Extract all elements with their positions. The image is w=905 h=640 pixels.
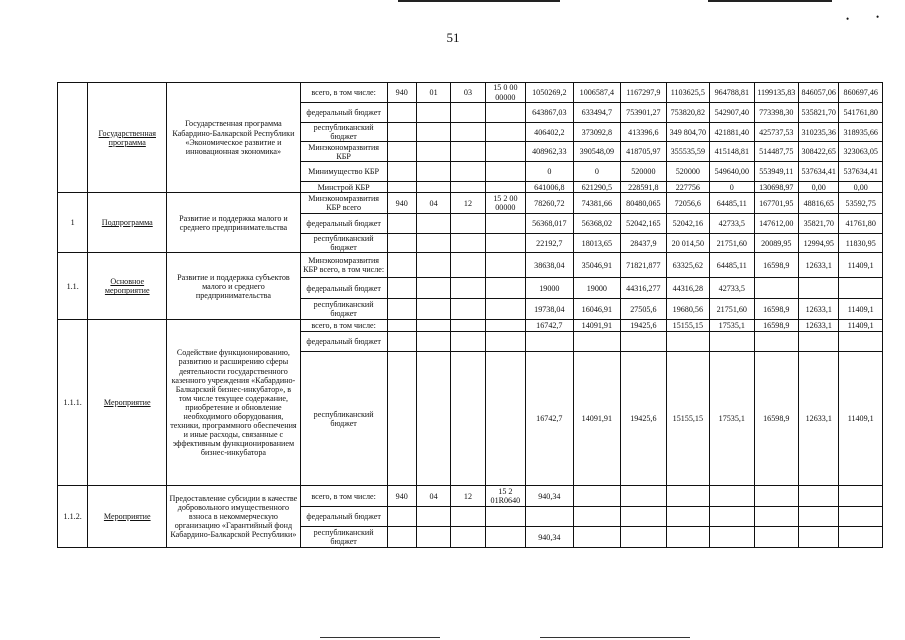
amount-cell: 11830,95 — [839, 234, 883, 253]
pr-code — [451, 527, 485, 548]
funding-source: всего, в том числе: — [300, 83, 387, 103]
amount-cell: 14091,91 — [573, 352, 621, 486]
pr-code — [451, 162, 485, 182]
amount-cell: 28437,9 — [621, 234, 666, 253]
amount-cell: 16598,9 — [754, 253, 798, 278]
amount-cell: 12994,95 — [799, 234, 839, 253]
table-row — [58, 320, 883, 332]
rz-code — [416, 214, 450, 234]
amount-cell — [573, 527, 621, 548]
pr-code: 03 — [451, 83, 485, 103]
amount-cell: 12633,1 — [799, 253, 839, 278]
csr-code: 15 2 01R0640 — [485, 486, 525, 507]
row-category: Подпрограмма — [88, 193, 167, 253]
row-title: Государственная программа Кабардино-Балкарской Республики «Экономическое развитие и инновационная экономика» — [167, 83, 300, 193]
pr-code — [451, 278, 485, 299]
rz-code — [416, 234, 450, 253]
amount-cell: 80480,065 — [621, 193, 666, 214]
amount-cell: 408962,33 — [526, 142, 574, 162]
csr-code — [485, 278, 525, 299]
csr-code — [485, 103, 525, 123]
table-row — [58, 253, 883, 278]
rz-code — [416, 320, 450, 332]
grbs-code — [387, 332, 416, 352]
amount-cell — [666, 507, 709, 527]
amount-cell: 0 — [710, 182, 754, 193]
amount-cell: 72056,6 — [666, 193, 709, 214]
row-code: 1 — [58, 193, 88, 253]
rz-code — [416, 123, 450, 142]
amount-cell: 19000 — [526, 278, 574, 299]
pr-code — [451, 352, 485, 486]
amount-cell — [526, 332, 574, 352]
csr-code — [485, 142, 525, 162]
amount-cell: 318935,66 — [839, 123, 883, 142]
funding-source: республиканский бюджет — [300, 527, 387, 548]
amount-cell: 846057,06 — [799, 83, 839, 103]
amount-cell: 421881,40 — [710, 123, 754, 142]
funding-source: федеральный бюджет — [300, 278, 387, 299]
amount-cell: 520000 — [621, 162, 666, 182]
amount-cell — [754, 332, 798, 352]
csr-code — [485, 253, 525, 278]
pr-code — [451, 234, 485, 253]
row-title: Развитие и поддержка малого и среднего предпринимательства — [167, 193, 300, 253]
grbs-code — [387, 123, 416, 142]
amount-cell: 11409,1 — [839, 253, 883, 278]
amount-cell: 12633,1 — [799, 320, 839, 332]
pr-code — [451, 182, 485, 193]
amount-cell: 0 — [526, 162, 574, 182]
amount-cell: 78260,72 — [526, 193, 574, 214]
amount-cell — [754, 527, 798, 548]
amount-cell — [573, 486, 621, 507]
pr-code — [451, 214, 485, 234]
amount-cell: 418705,97 — [621, 142, 666, 162]
amount-cell — [621, 527, 666, 548]
amount-cell: 16742,7 — [526, 320, 574, 332]
amount-cell: 310235,36 — [799, 123, 839, 142]
scan-speck: • — [846, 14, 850, 24]
csr-code — [485, 123, 525, 142]
amount-cell — [621, 486, 666, 507]
amount-cell — [799, 486, 839, 507]
amount-cell: 0,00 — [799, 182, 839, 193]
amount-cell: 42733,5 — [710, 214, 754, 234]
amount-cell: 19425,6 — [621, 320, 666, 332]
amount-cell: 406402,2 — [526, 123, 574, 142]
amount-cell: 44316,277 — [621, 278, 666, 299]
grbs-code — [387, 253, 416, 278]
amount-cell — [839, 278, 883, 299]
grbs-code — [387, 182, 416, 193]
amount-cell: 227756 — [666, 182, 709, 193]
rz-code — [416, 162, 450, 182]
amount-cell: 35046,91 — [573, 253, 621, 278]
row-category: Государственная программа — [88, 83, 167, 193]
csr-code — [485, 214, 525, 234]
amount-cell: 11409,1 — [839, 320, 883, 332]
amount-cell — [799, 527, 839, 548]
amount-cell: 71821,877 — [621, 253, 666, 278]
pr-code — [451, 320, 485, 332]
row-code: 1.1. — [58, 253, 88, 320]
amount-cell: 17535,1 — [710, 352, 754, 486]
amount-cell — [839, 486, 883, 507]
amount-cell: 390548,09 — [573, 142, 621, 162]
amount-cell: 19000 — [573, 278, 621, 299]
amount-cell — [799, 332, 839, 352]
amount-cell — [839, 527, 883, 548]
amount-cell: 27505,6 — [621, 299, 666, 320]
amount-cell — [710, 527, 754, 548]
amount-cell: 52042,16 — [666, 214, 709, 234]
rz-code — [416, 507, 450, 527]
grbs-code — [387, 162, 416, 182]
amount-cell: 44316,28 — [666, 278, 709, 299]
amount-cell: 0 — [573, 162, 621, 182]
grbs-code — [387, 142, 416, 162]
table-row — [58, 83, 883, 103]
grbs-code: 940 — [387, 83, 416, 103]
amount-cell — [710, 507, 754, 527]
amount-cell: 415148,81 — [710, 142, 754, 162]
amount-cell: 38638,04 — [526, 253, 574, 278]
amount-cell: 11409,1 — [839, 352, 883, 486]
budget-table — [57, 82, 883, 548]
csr-code — [485, 320, 525, 332]
amount-cell: 541761,80 — [839, 103, 883, 123]
funding-source: Минимущество КБР — [300, 162, 387, 182]
amount-cell — [839, 507, 883, 527]
amount-cell — [754, 507, 798, 527]
row-title: Развитие и поддержка субъектов малого и среднего предпринимательства — [167, 253, 300, 320]
csr-code — [485, 352, 525, 486]
amount-cell — [666, 486, 709, 507]
rz-code — [416, 142, 450, 162]
row-code — [58, 83, 88, 193]
grbs-code — [387, 234, 416, 253]
rz-code — [416, 352, 450, 486]
header-rule-left — [398, 0, 560, 2]
amount-cell: 15155,15 — [666, 320, 709, 332]
csr-code — [485, 234, 525, 253]
amount-cell: 753901,27 — [621, 103, 666, 123]
scan-speck: • — [876, 12, 880, 22]
pr-code — [451, 123, 485, 142]
pr-code — [451, 142, 485, 162]
amount-cell — [526, 507, 574, 527]
amount-cell: 621290,5 — [573, 182, 621, 193]
amount-cell: 16742,7 — [526, 352, 574, 486]
amount-cell: 940,34 — [526, 527, 574, 548]
amount-cell: 16598,9 — [754, 352, 798, 486]
amount-cell: 12633,1 — [799, 299, 839, 320]
amount-cell: 940,34 — [526, 486, 574, 507]
grbs-code: 940 — [387, 193, 416, 214]
funding-source: республиканский бюджет — [300, 299, 387, 320]
amount-cell: 56368,017 — [526, 214, 574, 234]
amount-cell: 349 804,70 — [666, 123, 709, 142]
csr-code — [485, 182, 525, 193]
funding-source: Минэкономразвития КБР всего — [300, 193, 387, 214]
row-title: Предоставление субсидии в качестве добровольного имущественного взноса в некоммерческую организацию «Гарантийный фонд Кабардино-Балкарской Республики» — [167, 486, 300, 548]
csr-code: 15 0 00 00000 — [485, 83, 525, 103]
pr-code — [451, 103, 485, 123]
grbs-code — [387, 320, 416, 332]
amount-cell: 17535,1 — [710, 320, 754, 332]
amount-cell: 643867,03 — [526, 103, 574, 123]
pr-code: 12 — [451, 486, 485, 507]
amount-cell: 21751,60 — [710, 234, 754, 253]
amount-cell — [666, 527, 709, 548]
amount-cell — [839, 332, 883, 352]
amount-cell — [666, 332, 709, 352]
rz-code: 04 — [416, 193, 450, 214]
amount-cell: 35821,70 — [799, 214, 839, 234]
pr-code: 12 — [451, 193, 485, 214]
amount-cell: 19738,04 — [526, 299, 574, 320]
amount-cell: 323063,05 — [839, 142, 883, 162]
amount-cell — [799, 278, 839, 299]
amount-cell: 16598,9 — [754, 299, 798, 320]
funding-source: Минстрой КБР — [300, 182, 387, 193]
rz-code — [416, 103, 450, 123]
amount-cell: 147612,00 — [754, 214, 798, 234]
amount-cell: 52042,165 — [621, 214, 666, 234]
csr-code — [485, 527, 525, 548]
grbs-code — [387, 299, 416, 320]
amount-cell: 0,00 — [839, 182, 883, 193]
pr-code — [451, 253, 485, 278]
amount-cell: 130698,97 — [754, 182, 798, 193]
funding-source: всего, в том числе: — [300, 320, 387, 332]
amount-cell: 12633,1 — [799, 352, 839, 486]
amount-cell — [799, 507, 839, 527]
amount-cell: 21751,60 — [710, 299, 754, 320]
rz-code — [416, 278, 450, 299]
amount-cell: 11409,1 — [839, 299, 883, 320]
amount-cell: 42733,5 — [710, 278, 754, 299]
amount-cell: 860697,46 — [839, 83, 883, 103]
amount-cell: 520000 — [666, 162, 709, 182]
csr-code — [485, 332, 525, 352]
amount-cell: 14091,91 — [573, 320, 621, 332]
amount-cell: 19425,6 — [621, 352, 666, 486]
funding-source: всего, в том числе: — [300, 486, 387, 507]
amount-cell: 514487,75 — [754, 142, 798, 162]
rz-code: 01 — [416, 83, 450, 103]
funding-source: республиканский бюджет — [300, 123, 387, 142]
amount-cell: 355535,59 — [666, 142, 709, 162]
amount-cell: 167701,95 — [754, 193, 798, 214]
footer-rule — [320, 637, 440, 638]
rz-code — [416, 299, 450, 320]
grbs-code — [387, 352, 416, 486]
funding-source: республиканский бюджет — [300, 234, 387, 253]
amount-cell: 16046,91 — [573, 299, 621, 320]
funding-source: федеральный бюджет — [300, 332, 387, 352]
amount-cell: 1050269,2 — [526, 83, 574, 103]
row-category: Основное мероприятие — [88, 253, 167, 320]
amount-cell: 308422,65 — [799, 142, 839, 162]
amount-cell: 537634,41 — [839, 162, 883, 182]
csr-code — [485, 299, 525, 320]
amount-cell: 18013,65 — [573, 234, 621, 253]
amount-cell: 64485,11 — [710, 253, 754, 278]
funding-source: федеральный бюджет — [300, 507, 387, 527]
amount-cell: 15155,15 — [666, 352, 709, 486]
amount-cell: 53592,75 — [839, 193, 883, 214]
rz-code — [416, 527, 450, 548]
amount-cell: 22192,7 — [526, 234, 574, 253]
amount-cell: 537634,41 — [799, 162, 839, 182]
amount-cell: 41761,80 — [839, 214, 883, 234]
funding-source: федеральный бюджет — [300, 214, 387, 234]
amount-cell: 64485,11 — [710, 193, 754, 214]
amount-cell: 1006587,4 — [573, 83, 621, 103]
amount-cell: 1103625,5 — [666, 83, 709, 103]
amount-cell: 753820,82 — [666, 103, 709, 123]
amount-cell: 1199135,83 — [754, 83, 798, 103]
pr-code — [451, 507, 485, 527]
amount-cell: 20 014,50 — [666, 234, 709, 253]
amount-cell: 56368,02 — [573, 214, 621, 234]
amount-cell: 553949,11 — [754, 162, 798, 182]
rz-code — [416, 253, 450, 278]
amount-cell — [573, 507, 621, 527]
page-number: 51 — [446, 30, 460, 45]
rz-code — [416, 332, 450, 352]
amount-cell: 63325,62 — [666, 253, 709, 278]
amount-cell — [710, 332, 754, 352]
amount-cell: 1167297,9 — [621, 83, 666, 103]
amount-cell: 74381,66 — [573, 193, 621, 214]
amount-cell: 964788,81 — [710, 83, 754, 103]
amount-cell: 373092,8 — [573, 123, 621, 142]
row-code: 1.1.2. — [58, 486, 88, 548]
amount-cell: 16598,9 — [754, 320, 798, 332]
grbs-code — [387, 278, 416, 299]
row-category: Мероприятие — [88, 486, 167, 548]
amount-cell: 535821,70 — [799, 103, 839, 123]
pr-code — [451, 299, 485, 320]
amount-cell: 549640,00 — [710, 162, 754, 182]
grbs-code: 940 — [387, 486, 416, 507]
amount-cell — [621, 332, 666, 352]
header-rule-right — [708, 0, 832, 2]
amount-cell: 48816,65 — [799, 193, 839, 214]
grbs-code — [387, 507, 416, 527]
amount-cell: 228591,8 — [621, 182, 666, 193]
amount-cell: 542907,40 — [710, 103, 754, 123]
amount-cell: 641006,8 — [526, 182, 574, 193]
row-category: Мероприятие — [88, 320, 167, 486]
funding-source: республиканский бюджет — [300, 352, 387, 486]
amount-cell — [754, 278, 798, 299]
table-row — [58, 193, 883, 214]
amount-cell: 425737,53 — [754, 123, 798, 142]
table-row — [58, 486, 883, 507]
amount-cell: 633494,7 — [573, 103, 621, 123]
grbs-code — [387, 103, 416, 123]
funding-source: Минэкономразвития КБР всего, в том числе: — [300, 253, 387, 278]
csr-code — [485, 162, 525, 182]
rz-code: 04 — [416, 486, 450, 507]
funding-source: федеральный бюджет — [300, 103, 387, 123]
grbs-code — [387, 527, 416, 548]
grbs-code — [387, 214, 416, 234]
row-code: 1.1.1. — [58, 320, 88, 486]
row-title: Содействие функционированию, развитию и расширению сферы деятельности государственного казенного учреждения «Кабардино-Балкарский бизнес-инкубатор», в том числе текущее содержание, приобретение и обновление необходимого оборудования, техники, программного обеспечения и иные расходы, связанные с эффективным функционированием бизнес-инкубатора — [167, 320, 300, 486]
csr-code — [485, 507, 525, 527]
rz-code — [416, 182, 450, 193]
funding-source: Минэкономразвития КБР — [300, 142, 387, 162]
amount-cell: 773398,30 — [754, 103, 798, 123]
amount-cell — [573, 332, 621, 352]
amount-cell — [710, 486, 754, 507]
pr-code — [451, 332, 485, 352]
amount-cell: 19680,56 — [666, 299, 709, 320]
footer-rule — [540, 637, 690, 638]
amount-cell — [621, 507, 666, 527]
table-body — [58, 83, 883, 548]
csr-code: 15 2 00 00000 — [485, 193, 525, 214]
amount-cell: 413396,6 — [621, 123, 666, 142]
amount-cell: 20089,95 — [754, 234, 798, 253]
amount-cell — [754, 486, 798, 507]
